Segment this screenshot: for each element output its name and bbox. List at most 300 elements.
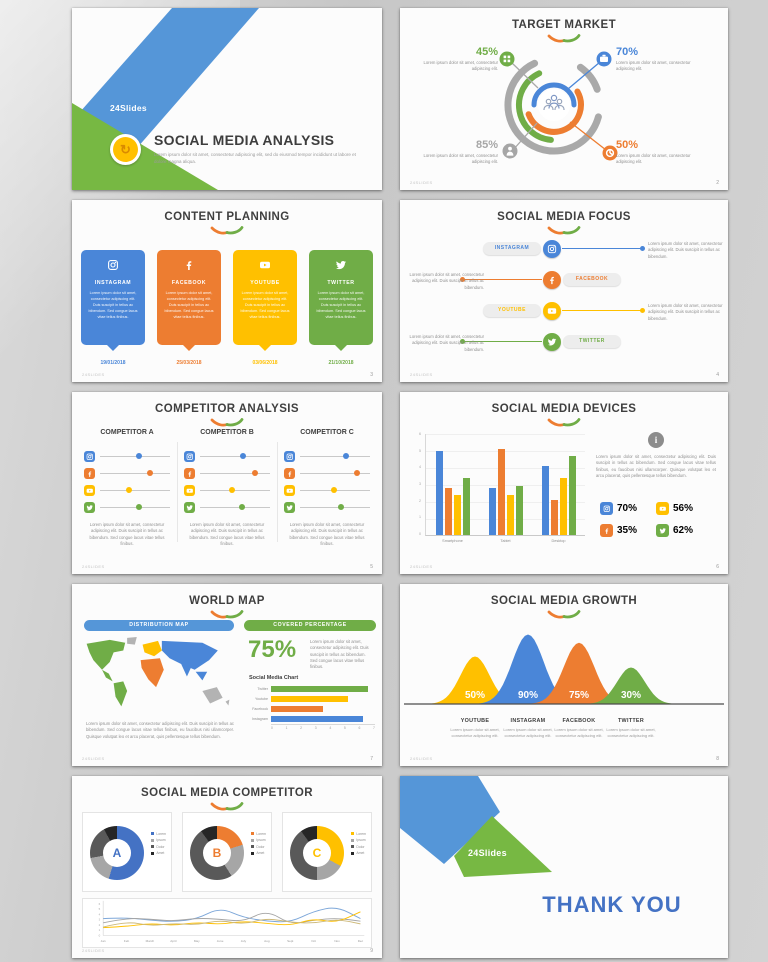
column-divider	[277, 442, 278, 542]
hbar-row	[249, 684, 375, 694]
competitor-line-svg	[83, 899, 371, 947]
description-text: Lorem ipsum dolor sit amet, consectetur adipiscing elit. Duis suscipit in tellus ac bibendum.	[409, 334, 484, 352]
slider-row	[184, 465, 270, 482]
footer-brand: 24SLIDES	[82, 756, 105, 761]
card-date: 03/06/2018	[252, 360, 278, 366]
axis-tick: 1	[419, 515, 421, 520]
callout-85	[418, 139, 498, 166]
brand-logo: 24Slides	[110, 103, 147, 113]
percentage-value: 45%	[475, 46, 498, 58]
platform-name: TWITTER	[617, 718, 645, 724]
bar	[507, 495, 514, 535]
platform-text: Lorem ipsum dolor sit amet, consectetur adipiscing elit.	[606, 727, 656, 738]
month-label: Feb	[123, 939, 130, 944]
growth-col-facebook	[550, 718, 608, 739]
title-swoosh	[209, 417, 245, 427]
chart-legend	[151, 829, 166, 858]
axis-tick: 6	[98, 901, 101, 906]
growth-col-twitter	[602, 718, 660, 739]
focus-rows	[400, 200, 728, 382]
percentage-value: 85%	[475, 139, 498, 151]
card-date: 19/01/2018	[100, 360, 126, 366]
bar	[551, 500, 558, 535]
slider-dot	[338, 504, 344, 510]
thank-you-heading: THANK YOU	[542, 892, 682, 917]
footer-brand: 24SLIDES	[410, 756, 433, 761]
slider-track	[300, 473, 370, 474]
focus-row	[400, 331, 728, 353]
legend-bullet	[251, 845, 254, 848]
slider-dot	[136, 504, 142, 510]
instagram-icon	[107, 258, 119, 270]
youtube-icon	[259, 258, 271, 270]
platform-pill: TWITTER	[563, 335, 621, 348]
slide-heading: TARGET MARKET	[511, 19, 616, 31]
legend-bullet	[351, 852, 354, 855]
slider-row	[284, 499, 370, 516]
slider-track	[100, 456, 170, 457]
card-text: Lorem ipsum dolor sit amet, consectetur adipiscing elit. Duis suscipit in tellus ac bibendum. Sed congue lacus vitae tellus finibus.	[164, 291, 214, 319]
youtube-icon	[656, 502, 669, 515]
legend-item	[351, 838, 366, 842]
axis-tick: 5	[98, 907, 101, 912]
bar-group	[542, 434, 576, 543]
platform-name: TWITTER	[327, 280, 355, 286]
bar	[542, 466, 549, 535]
axis-tick: 2	[98, 922, 101, 927]
platform-name: YOUTUBE	[460, 718, 490, 724]
bar	[271, 696, 348, 703]
donut-chart-b	[182, 812, 272, 892]
axis-tick: 3	[98, 917, 101, 922]
legend-bullet	[251, 839, 254, 842]
slider-dot	[147, 470, 153, 476]
slide-heading: CONTENT PLANNING	[164, 211, 290, 223]
competitor-b-sliders	[184, 448, 270, 516]
slider-row	[184, 448, 270, 465]
slider-track	[200, 507, 270, 508]
slider-dot	[354, 470, 360, 476]
facebook-icon	[543, 271, 561, 289]
slider-track	[200, 456, 270, 457]
growth-col-instagram	[499, 718, 557, 739]
legend-item	[351, 832, 366, 836]
slide-social-media-competitor[interactable]	[72, 776, 382, 958]
description-text: Lorem ipsum dolor sit amet, consectetur adipiscing elit. Duis suscipit in tellus ac bibendum.	[648, 241, 723, 259]
focus-row	[400, 300, 728, 322]
brand-badge	[110, 134, 141, 165]
hbar-row	[249, 714, 375, 724]
slide-target-market[interactable]	[400, 8, 728, 190]
stat-instagram	[600, 502, 656, 515]
bar	[436, 451, 443, 535]
slider-row	[284, 465, 370, 482]
description-text: Lorem ipsum dolor sit amet, consectetur adipiscing elit. Duis suscipit in tellus ac bibendum.	[409, 272, 484, 290]
month-label: March	[145, 939, 155, 944]
axis-tick: 6	[419, 432, 421, 436]
title-swoosh	[209, 609, 245, 619]
card-date: 25/03/2018	[176, 360, 202, 366]
month-label: June	[216, 939, 224, 944]
slide-thank-you[interactable]	[400, 776, 728, 958]
legend-item	[151, 838, 166, 842]
slider-dot	[229, 487, 235, 493]
legend-item	[251, 838, 266, 842]
bar	[271, 686, 368, 693]
growth-labels	[400, 718, 728, 762]
callout-70	[616, 46, 696, 73]
bar	[454, 495, 461, 535]
competitor-a-heading: COMPETITOR A	[100, 429, 154, 436]
slider-dot	[136, 453, 142, 459]
stat-value: 35%	[617, 525, 638, 536]
legend-bullet	[251, 852, 254, 855]
curve-percentage: 90%	[517, 690, 539, 701]
category-label: Smartphone	[442, 539, 463, 543]
axis-tick: 5	[419, 448, 421, 453]
axis-tick: 4	[329, 726, 332, 730]
slider-dot	[126, 487, 132, 493]
callout-50	[616, 139, 696, 166]
x-axis	[271, 724, 375, 730]
competitor-a-text: Lorem ipsum dolor sit amet, consectetur adipiscing elit. Duis suscipit in tellus ac bibendum. Sed congue lacus vitae tellus finibus.	[89, 522, 165, 546]
donut-letter: C	[312, 846, 322, 860]
legend-label: Lorem	[256, 831, 266, 836]
devices-y-axis	[412, 432, 421, 536]
bar	[271, 706, 323, 713]
slide-social-media-growth[interactable]	[400, 584, 728, 766]
card-instagram	[81, 250, 145, 345]
distribution-map-pill: DISTRIBUTION MAP	[84, 620, 234, 631]
competitor-b-text: Lorem ipsum dolor sit amet, consectetur adipiscing elit. Duis suscipit in tellus ac bibendum. Sed congue lacus vitae tellus finibus.	[189, 522, 265, 546]
axis-tick: 1	[285, 726, 288, 730]
bar	[463, 478, 470, 535]
legend-label: Ipsum	[356, 838, 366, 842]
callout-text: Lorem ipsum dolor sit amet, consectetur adipiscing elit.	[423, 153, 498, 165]
legend-item	[351, 845, 366, 849]
slider-row	[84, 465, 170, 482]
percentage-value: 50%	[616, 139, 639, 151]
page-number: 8	[716, 756, 719, 762]
bar	[516, 486, 523, 535]
slide-title[interactable]	[72, 8, 382, 190]
legend-label: Amet	[256, 851, 265, 855]
competitor-c-sliders	[284, 448, 370, 516]
card-text: Lorem ipsum dolor sit amet, consectetur adipiscing elit. Duis suscipit in tellus ac bibendum. Sed congue lacus vitae tellus finibus.	[88, 291, 138, 319]
devices-stats	[600, 502, 712, 537]
axis-tick: 2	[300, 726, 303, 730]
presentation-title: SOCIAL MEDIA ANALYSIS	[154, 132, 335, 148]
focus-row	[400, 238, 728, 260]
axis-tick: 4	[419, 465, 421, 470]
card-twitter	[309, 250, 373, 345]
focus-row	[400, 269, 728, 291]
axis-tick: 2	[419, 498, 421, 503]
thank-you-shapes	[400, 776, 728, 958]
slide-social-media-focus[interactable]	[400, 200, 728, 382]
social-share-icon: ↻	[113, 137, 138, 162]
callout-text: Lorem ipsum dolor sit amet, consectetur adipiscing elit.	[616, 60, 691, 72]
axis-tick: 7	[373, 726, 375, 730]
platform-name: INSTAGRAM	[94, 280, 132, 286]
competitor-b-heading: COMPETITOR B	[200, 429, 254, 436]
page-number: 3	[370, 372, 373, 378]
title-swoosh	[209, 801, 245, 811]
youtube-icon	[284, 485, 295, 496]
slide-heading: SOCIAL MEDIA COMPETITOR	[141, 787, 313, 799]
footer-brand: 24SLIDES	[410, 372, 433, 377]
bar-group	[436, 434, 470, 543]
stat-value: 70%	[617, 503, 638, 514]
bar	[445, 488, 452, 535]
callout-45	[418, 46, 498, 73]
competitor-a-sliders	[84, 448, 170, 516]
instagram-icon	[184, 451, 195, 462]
instagram-icon	[84, 451, 95, 462]
slider-dot	[252, 470, 258, 476]
slider-track	[200, 490, 270, 491]
legend-item	[151, 851, 166, 855]
legend-label: Dolor	[356, 844, 365, 849]
slider-dot	[239, 504, 245, 510]
column-divider	[177, 442, 178, 542]
instagram-icon	[284, 451, 295, 462]
bar	[498, 449, 505, 535]
slider-track	[300, 456, 370, 457]
donut-letter: A	[112, 846, 122, 860]
slide-heading: COMPETITOR ANALYSIS	[155, 403, 299, 415]
hbar-label: Twitter	[257, 687, 268, 691]
bar-group	[489, 434, 523, 543]
covered-percentage-pill: COVERED PERCENTAGE	[244, 620, 376, 631]
world-map	[80, 636, 236, 718]
stat-facebook	[600, 524, 656, 537]
slide-social-media-devices[interactable]	[400, 392, 728, 574]
legend-bullet	[251, 832, 254, 835]
month-label: May	[193, 939, 200, 944]
platform-pill: INSTAGRAM	[483, 242, 541, 255]
platform-name: FACEBOOK	[171, 280, 207, 286]
percentage-value: 70%	[616, 46, 639, 58]
month-label: April	[170, 939, 177, 944]
chart-title: Social Media Chart	[249, 675, 299, 681]
platform-name: INSTAGRAM	[510, 718, 546, 724]
youtube-icon	[543, 302, 561, 320]
info-icon: i	[648, 432, 664, 448]
axis-tick: 3	[314, 726, 317, 730]
legend-item	[151, 845, 166, 849]
slider-row	[184, 499, 270, 516]
growth-col-youtube	[446, 718, 504, 739]
curve-percentage: 30%	[620, 690, 642, 701]
slider-track	[200, 473, 270, 474]
twitter-icon	[84, 502, 95, 513]
page-number: 4	[716, 372, 719, 378]
legend-bullet	[151, 845, 154, 848]
legend-item	[251, 832, 266, 836]
slider-track	[100, 507, 170, 508]
axis-tick: 5	[343, 726, 346, 730]
legend-label: Amet	[156, 851, 165, 855]
legend-item	[251, 845, 266, 849]
page-number: 7	[370, 756, 373, 762]
hbar-label: Instagram	[252, 717, 268, 721]
axis-tick: 0	[271, 726, 273, 730]
facebook-icon	[284, 468, 295, 479]
title-swoosh	[546, 417, 582, 427]
slide-heading: SOCIAL MEDIA GROWTH	[490, 595, 638, 607]
platform-text: Lorem ipsum dolor sit amet, consectetur adipiscing elit.	[503, 727, 553, 738]
devices-description: Lorem ipsum dolor sit amet, consectetur adipiscing elit. Duis suscipit in tellus ac bibendum. Sed congue lacus vitae tellus finibus, eu faucibus nisi ullamcorper. Quisque volutpat leo et arcu placerat, quis pellentesque tellus bibendum.	[596, 454, 716, 478]
slides-grid	[72, 8, 728, 958]
title-swoosh	[209, 225, 245, 235]
slider-row	[284, 448, 370, 465]
platform-name: YOUTUBE	[250, 280, 280, 286]
footer-brand: 24SLIDES	[82, 372, 105, 377]
hbar-label: Facebook	[252, 707, 268, 711]
slide-content-planning[interactable]	[72, 200, 382, 382]
instagram-icon	[543, 240, 561, 258]
instagram-icon	[600, 502, 613, 515]
month-label: July	[240, 939, 247, 944]
bar	[560, 478, 567, 535]
stat-twitter	[656, 524, 712, 537]
twitter-icon	[656, 524, 669, 537]
card-youtube	[233, 250, 297, 345]
card-date: 21/10/2018	[328, 360, 354, 366]
competitor-line-chart	[82, 898, 372, 948]
legend-bullet	[151, 852, 154, 855]
slide-world-map[interactable]	[72, 584, 382, 766]
facebook-icon	[184, 468, 195, 479]
platform-pill: FACEBOOK	[563, 273, 621, 286]
platform-text: Lorem ipsum dolor sit amet, consectetur adipiscing elit.	[450, 727, 500, 738]
slider-dot	[331, 487, 337, 493]
legend-label: Ipsum	[156, 838, 166, 842]
legend-item	[251, 851, 266, 855]
grid-icon	[500, 52, 515, 67]
legend-label: Amet	[356, 851, 365, 855]
footer-brand: 24SLIDES	[82, 564, 105, 569]
platform-name: FACEBOOK	[562, 718, 596, 724]
user-icon	[503, 144, 518, 159]
hbar-row	[249, 694, 375, 704]
page-number: 6	[716, 564, 719, 570]
youtube-icon	[84, 485, 95, 496]
stat-youtube	[656, 502, 712, 515]
slider-track	[100, 473, 170, 474]
slide-heading: SOCIAL MEDIA DEVICES	[491, 403, 637, 415]
world-hbar-chart	[249, 684, 375, 730]
legend-bullet	[351, 832, 354, 835]
facebook-icon	[600, 524, 613, 537]
legend-bullet	[351, 839, 354, 842]
month-label: Oct	[311, 939, 317, 944]
donut-chart-c	[282, 812, 372, 892]
bar	[489, 488, 496, 535]
bar	[271, 716, 363, 723]
facebook-icon	[84, 468, 95, 479]
youtube-icon	[184, 485, 195, 496]
slider-track	[300, 490, 370, 491]
month-label: Sept	[287, 939, 294, 944]
competitor-c-text: Lorem ipsum dolor sit amet, consectetur adipiscing elit. Duis suscipit in tellus ac bibendum. Sed congue lacus vitae tellus finibus.	[289, 522, 365, 546]
stat-value: 62%	[673, 525, 694, 536]
month-label: Nov	[334, 939, 340, 944]
slider-row	[84, 482, 170, 499]
slide-competitor-analysis[interactable]	[72, 392, 382, 574]
card-text: Lorem ipsum dolor sit amet, consectetur adipiscing elit. Duis suscipit in tellus ac bibendum. Sed congue lacus vitae tellus finibus.	[316, 291, 366, 319]
legend-bullet	[151, 832, 154, 835]
axis-tick: 0	[419, 531, 421, 536]
legend-bullet	[151, 839, 154, 842]
callout-text: Lorem ipsum dolor sit amet, consectetur adipiscing elit.	[616, 153, 691, 165]
twitter-icon	[335, 258, 347, 270]
percentage-description: Lorem ipsum dolor sit amet, consectetur adipiscing elit. Duis suscipit in tellus ac bibendum. Sed congue lacus vitae tellus finibus.	[310, 639, 369, 670]
planning-cards	[81, 250, 373, 345]
hbar-label: Youtube	[254, 697, 268, 701]
card-text: Lorem ipsum dolor sit amet, consectetur adipiscing elit. Duis suscipit in tellus ac bibendum. Sed congue lacus vitae tellus finibus.	[240, 291, 290, 319]
presentation-subtitle: Lorem ipsum dolor sit amet, consectetur adipiscing elit, sed do eiusmod tempor incididunt ut labore et dolore magna aliqua.	[154, 152, 356, 165]
footer-brand: 24SLIDES	[410, 180, 433, 185]
slider-track	[100, 490, 170, 491]
competitor-c-heading: COMPETITOR C	[300, 429, 354, 436]
legend-label: Ipsum	[256, 838, 266, 842]
donut-letter: B	[212, 846, 222, 860]
slide-heading: SOCIAL MEDIA FOCUS	[497, 211, 631, 223]
slider-row	[284, 482, 370, 499]
month-label: Aug	[264, 939, 270, 944]
hbar-row	[249, 704, 375, 714]
legend-item	[151, 832, 166, 836]
platform-pill: YOUTUBE	[483, 304, 541, 317]
category-label: Desktop	[551, 539, 566, 543]
curve-percentage: 50%	[464, 690, 486, 701]
slider-dot	[343, 453, 349, 459]
slider-row	[184, 482, 270, 499]
page-number: 2	[716, 180, 719, 186]
map-description: Lorem ipsum dolor sit amet, consectetur adipiscing elit. Duis suscipit in tellus ac bibendum. Sed congue lacus vitae tellus finibus, eu faucibus nisi ullamcorper. Quisque volutpat leo et arcu placerat, quis pellentesque tellus bibendum.	[86, 721, 234, 739]
month-label: Jan	[100, 939, 106, 944]
growth-curves-svg	[400, 612, 728, 712]
page-number: 5	[370, 564, 373, 570]
donut-chart-a	[82, 812, 172, 892]
slider-track	[300, 507, 370, 508]
footer-brand: 24SLIDES	[82, 948, 105, 953]
stat-value: 56%	[673, 503, 694, 514]
slider-row	[84, 448, 170, 465]
legend-label: Lorem	[156, 831, 166, 836]
slide-heading: WORLD MAP	[189, 595, 265, 607]
twitter-icon	[284, 502, 295, 513]
twitter-icon	[543, 333, 561, 351]
description-text: Lorem ipsum dolor sit amet, consectetur adipiscing elit. Duis suscipit in tellus ac bibendum.	[648, 303, 723, 321]
legend-item	[351, 851, 366, 855]
slider-dot	[240, 453, 246, 459]
legend-label: Lorem	[356, 831, 366, 836]
legend-label: Dolor	[156, 844, 165, 849]
axis-tick: 1	[98, 928, 101, 933]
legend-bullet	[351, 845, 354, 848]
twitter-icon	[184, 502, 195, 513]
devices-bar-plot	[425, 434, 585, 543]
axis-tick: 6	[358, 726, 361, 730]
brand-logo: 24Slides	[468, 848, 507, 858]
facebook-icon	[183, 258, 195, 270]
curve-percentage: 75%	[568, 690, 590, 701]
bar	[569, 456, 576, 535]
page-number: 9	[370, 948, 373, 954]
